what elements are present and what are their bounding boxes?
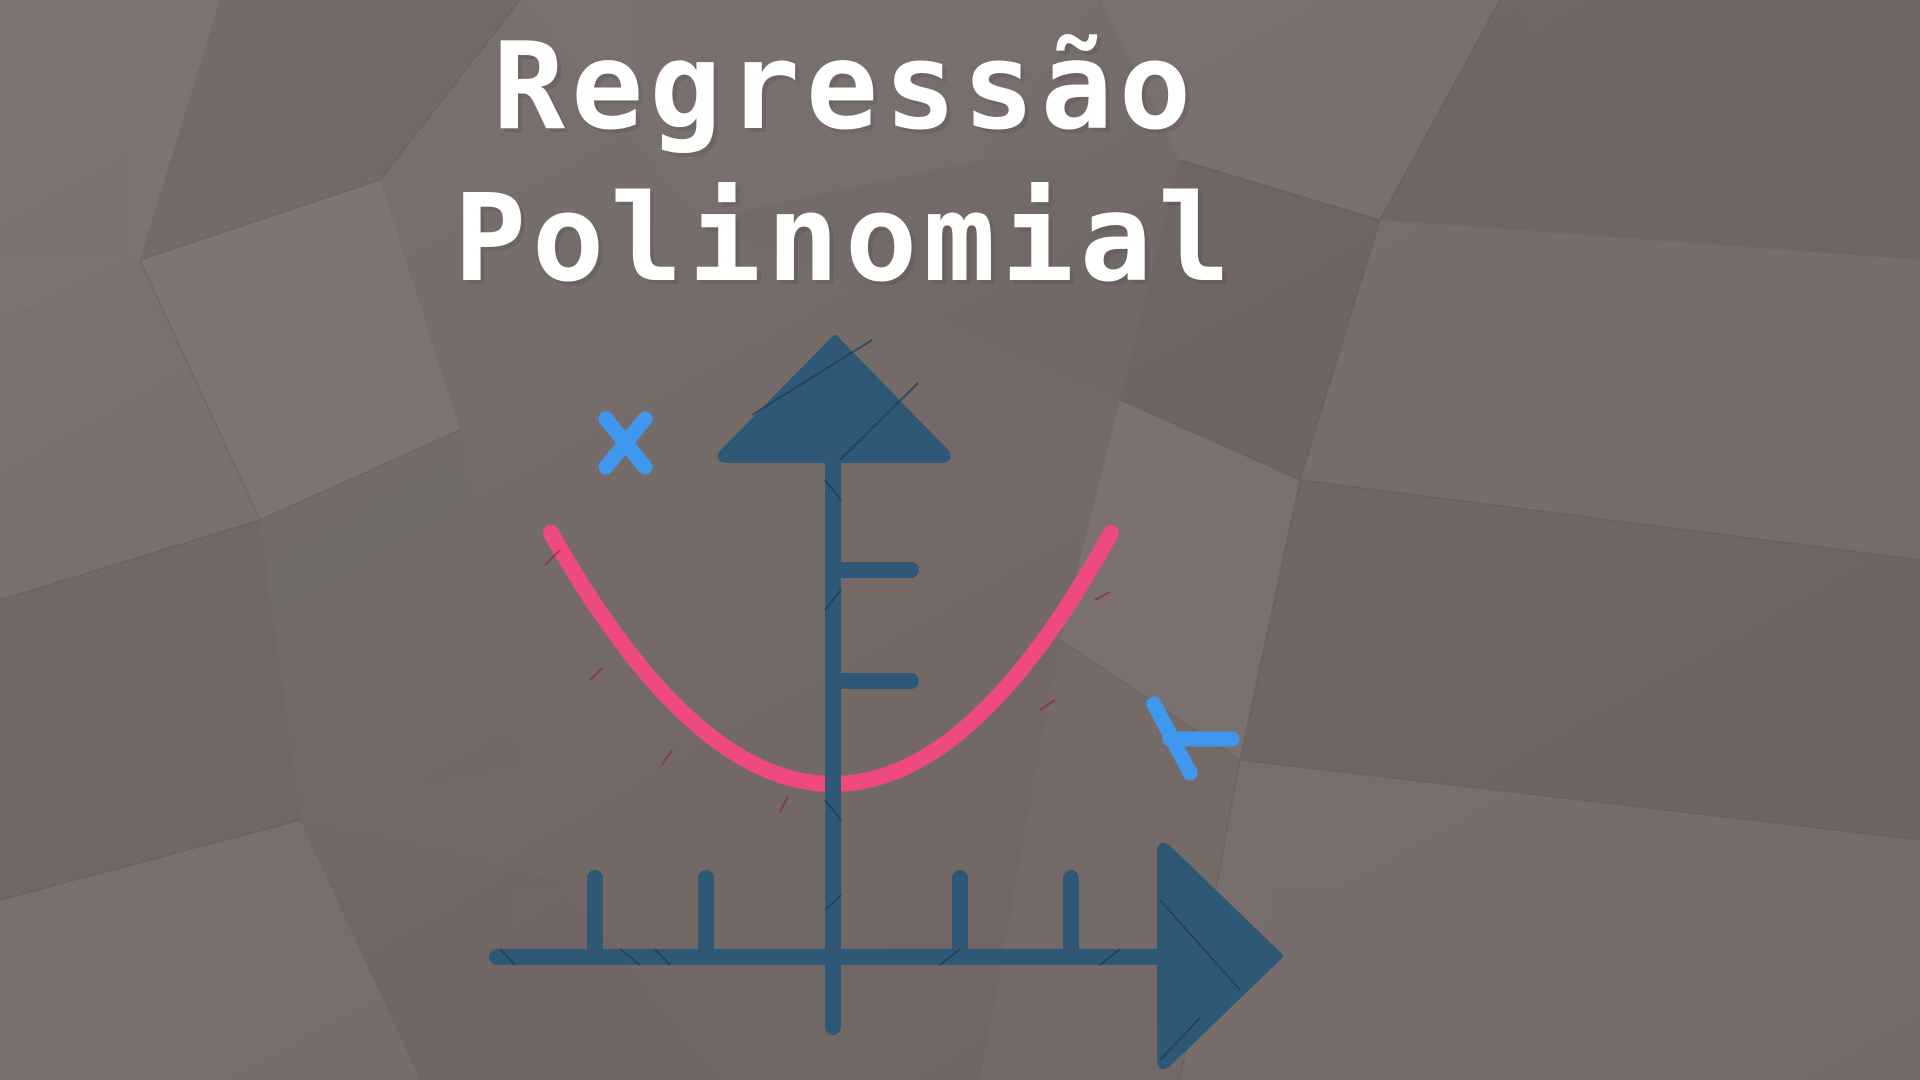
y-axis <box>825 440 841 1035</box>
x-axis-tick <box>587 870 603 958</box>
y-axis-tick <box>833 673 919 689</box>
y-axis-tick <box>833 562 919 578</box>
y-marker-icon <box>1154 704 1232 773</box>
y-axis-arrow-head <box>721 338 948 460</box>
x-marker-icon <box>606 419 645 467</box>
x-axis-tick <box>1063 870 1079 958</box>
title-line-1: Regressão <box>492 18 1198 157</box>
x-axis-tick <box>698 870 714 958</box>
title-line-2: Polinomial <box>453 170 1237 309</box>
x-axis-arrow-head <box>1160 846 1280 1067</box>
x-axis-tick <box>952 870 968 958</box>
